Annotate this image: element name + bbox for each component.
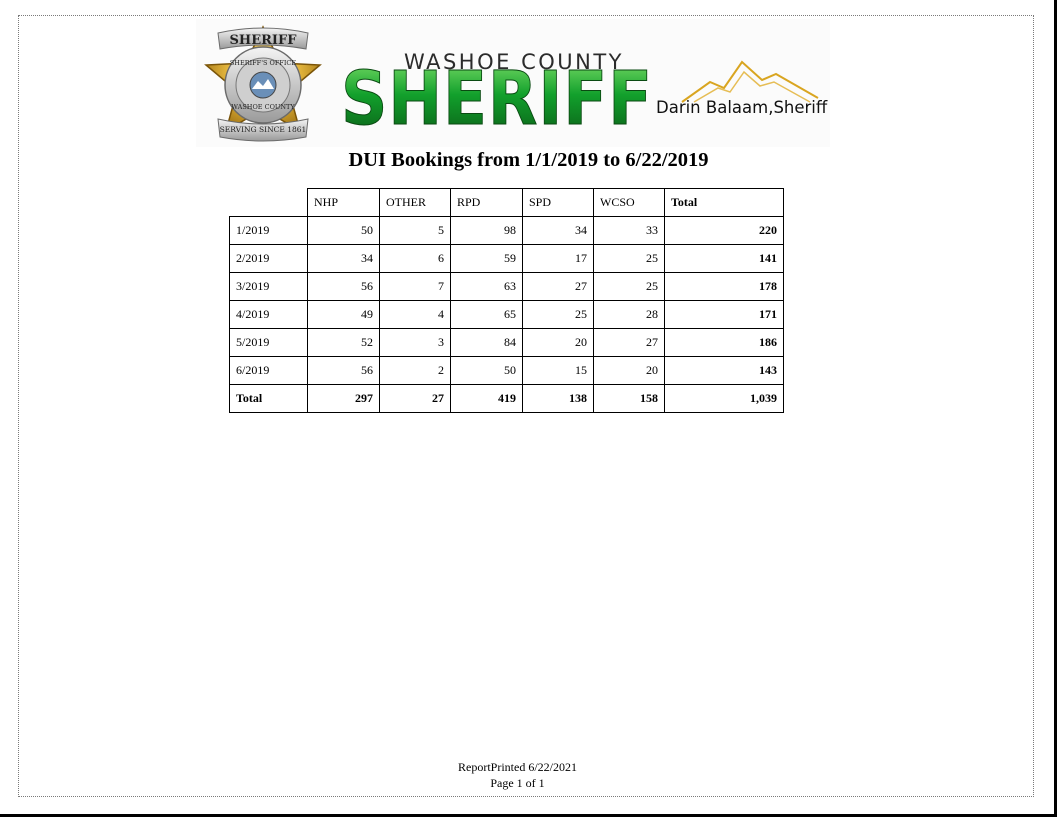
report-title: DUI Bookings from 1/1/2019 to 6/22/2019 [348,149,709,171]
table-cell: 5 [380,217,451,245]
column-total: 138 [523,385,594,413]
row-label: 6/2019 [230,357,308,385]
table-cell: 4 [380,301,451,329]
sheriff-badge-logo [196,19,330,147]
table-cell: 2 [380,357,451,385]
table-cell: 52 [308,329,380,357]
table-cell: 63 [451,273,523,301]
table-cell: 27 [594,329,665,357]
page-number: Page 1 of 1 [490,776,545,790]
table-row [230,273,784,301]
table-cell: 6 [380,245,451,273]
column-total: 297 [308,385,380,413]
table-cell: 34 [308,245,380,273]
report-footer [0,759,1035,791]
badge-bottom-text: SERVING SINCE 1861 [219,125,307,134]
table-cell: 56 [308,273,380,301]
column-header-total: Total [665,189,784,217]
column-header: OTHER [380,189,451,217]
column-header: SPD [523,189,594,217]
row-label: 1/2019 [230,217,308,245]
table-row [230,217,784,245]
table-cell: 98 [451,217,523,245]
sheriff-name: Darin Balaam,Sheriff [656,98,828,117]
column-header: NHP [308,189,380,217]
badge-ring-top-text: SHERIFF'S OFFICE [229,59,297,67]
table-row [230,245,784,273]
row-total: 143 [665,357,784,385]
column-header: WCSO [594,189,665,217]
table-cell: 20 [523,329,594,357]
row-label: 5/2019 [230,329,308,357]
table-header-row [230,189,784,217]
badge-ring-bottom-text: WASHOE COUNTY [231,103,295,111]
table-cell: 28 [594,301,665,329]
badge-top-text: SHERIFF [229,33,297,48]
row-label: 2/2019 [230,245,308,273]
table-cell: 25 [594,245,665,273]
table-cell: 49 [308,301,380,329]
sheriff-wordmark [338,56,656,128]
table-cell: 7 [380,273,451,301]
row-label: 3/2019 [230,273,308,301]
table-cell: 50 [451,357,523,385]
column-header: RPD [451,189,523,217]
table-row [230,357,784,385]
column-total: 419 [451,385,523,413]
corner-cell [230,189,308,217]
table-cell: 33 [594,217,665,245]
row-total: 220 [665,217,784,245]
row-total: 141 [665,245,784,273]
table-cell: 56 [308,357,380,385]
row-total: 171 [665,301,784,329]
table-cell: 17 [523,245,594,273]
row-total: 178 [665,273,784,301]
print-date: ReportPrinted 6/22/2021 [458,760,577,774]
column-total: 27 [380,385,451,413]
grand-total: 1,039 [665,385,784,413]
table-cell: 15 [523,357,594,385]
table-cell: 84 [451,329,523,357]
sheriff-wordmark-text: SHERIFF [341,56,653,128]
table-cell: 65 [451,301,523,329]
table-cell: 3 [380,329,451,357]
totals-label: Total [230,385,308,413]
row-total: 186 [665,329,784,357]
column-total: 158 [594,385,665,413]
table-cell: 27 [523,273,594,301]
table-cell: 25 [594,273,665,301]
totals-row [230,385,784,413]
table-cell: 59 [451,245,523,273]
table-cell: 50 [308,217,380,245]
agency-name: WASHOE COUNTY [404,50,625,74]
dui-bookings-table [229,188,784,413]
row-label: 4/2019 [230,301,308,329]
table-cell: 25 [523,301,594,329]
table-row [230,301,784,329]
table-cell: 34 [523,217,594,245]
table-cell: 20 [594,357,665,385]
table-row [230,329,784,357]
